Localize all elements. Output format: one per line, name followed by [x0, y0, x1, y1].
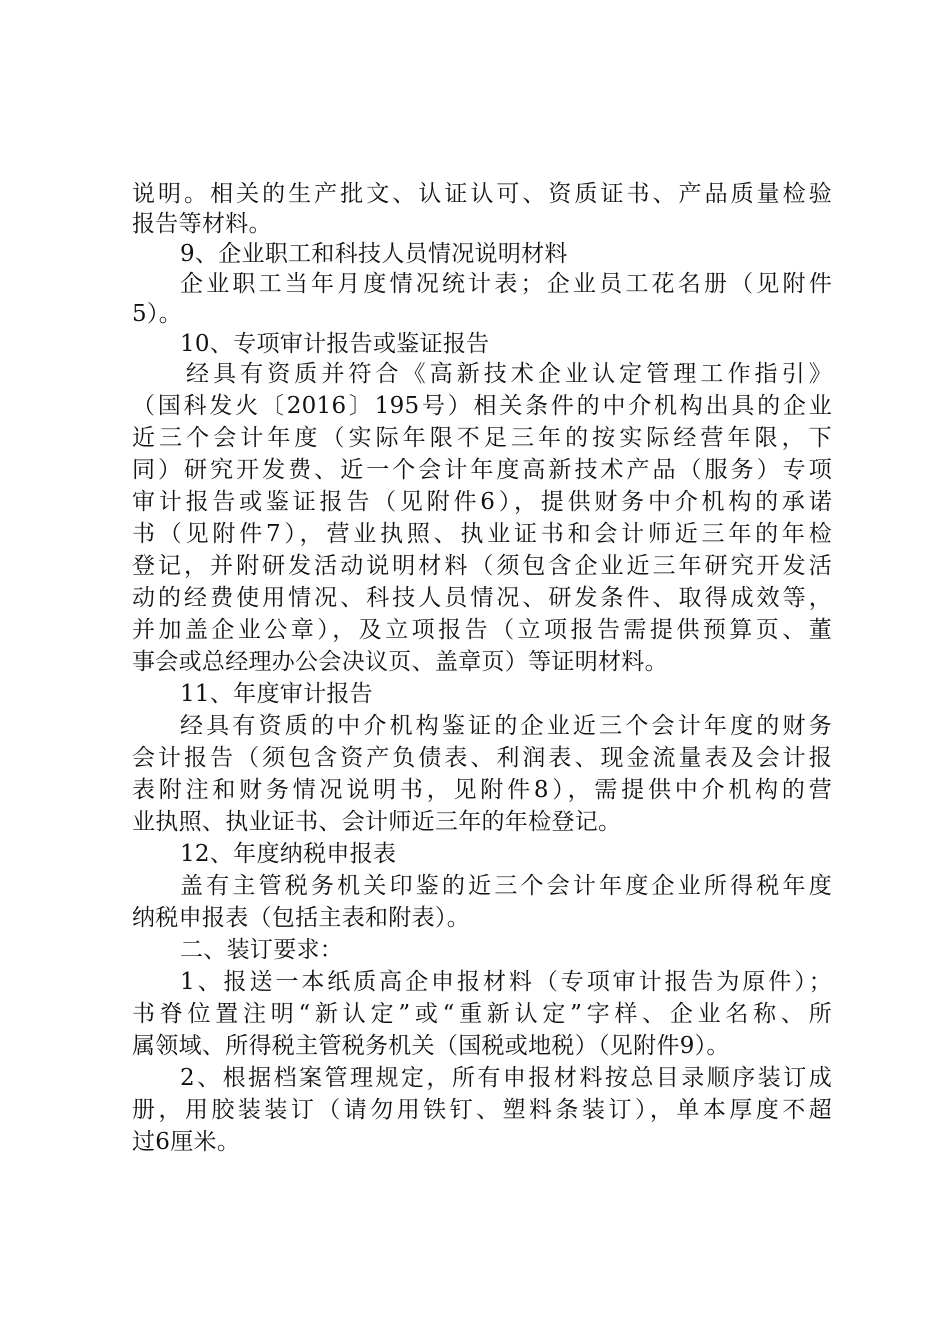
- section-heading: 11、年度审计报告: [180, 681, 373, 707]
- text-line: 近三个会计年度（实际年限不足三年的按实际经营年限，下: [132, 425, 832, 451]
- text-line: 说明。相关的生产批文、认证认可、资质证书、产品质量检验: [132, 181, 832, 207]
- text-line: 册，用胶装装订（请勿用铁钉、塑料条装订），单本厚度不超: [132, 1097, 832, 1123]
- text-line: 经具有资质并符合《高新技术企业认定管理工作指引》: [186, 361, 832, 387]
- text-line: 报告等材料。: [132, 211, 272, 237]
- text-line: 表附注和财务情况说明书，见附件8），需提供中介机构的营: [132, 777, 832, 803]
- text-line: 盖有主管税务机关印鉴的近三个会计年度企业所得税年度: [180, 873, 832, 899]
- text-line: 会计报告（须包含资产负债表、利润表、现金流量表及会计报: [132, 745, 832, 771]
- section-heading: 10、专项审计报告或鉴证报告: [180, 331, 490, 357]
- text-line: 5）。: [132, 301, 183, 327]
- section-heading: 二、装订要求：: [180, 937, 344, 963]
- text-line: （国科发火〔2016〕195号）相关条件的中介机构出具的企业: [132, 393, 832, 419]
- text-line: 属领域、所得税主管税务机关（国税或地税）（见附件9）。: [132, 1033, 730, 1059]
- text-line: 审计报告或鉴证报告（见附件6），提供财务中介机构的承诺: [132, 489, 832, 515]
- text-line: 登记，并附研发活动说明材料（须包含企业近三年研究开发活: [132, 553, 832, 579]
- text-line: 并加盖企业公章），及立项报告（立项报告需提供预算页、董: [132, 617, 832, 643]
- text-line: 2、根据档案管理规定，所有申报材料按总目录顺序装订成: [180, 1065, 832, 1091]
- text-line: 1、报送一本纸质高企申报材料（专项审计报告为原件）；: [180, 969, 832, 995]
- text-line: 纳税申报表（包括主表和附表）。: [132, 905, 470, 931]
- text-line: 过6厘米。: [132, 1129, 241, 1155]
- text-line: 书（见附件7），营业执照、执业证书和会计师近三年的年检: [132, 521, 832, 547]
- text-line: 经具有资质的中介机构鉴证的企业近三个会计年度的财务: [180, 713, 832, 739]
- text-line: 书脊位置注明“新认定”或“重新认定”字样、企业名称、所: [132, 1001, 832, 1027]
- text-line: 业执照、执业证书、会计师近三年的年检登记。: [132, 809, 622, 835]
- text-line: 企业职工当年月度情况统计表；企业员工花名册（见附件: [180, 271, 832, 297]
- section-heading: 12、年度纳税申报表: [180, 841, 397, 867]
- text-line: 事会或总经理办公会决议页、盖章页）等证明材料。: [132, 649, 668, 675]
- text-line: 动的经费使用情况、科技人员情况、研发条件、取得成效等，: [132, 585, 832, 611]
- text-line: 同）研究开发费、近一个会计年度高新技术产品（服务）专项: [132, 457, 832, 483]
- section-heading: 9、企业职工和科技人员情况说明材料: [180, 241, 568, 267]
